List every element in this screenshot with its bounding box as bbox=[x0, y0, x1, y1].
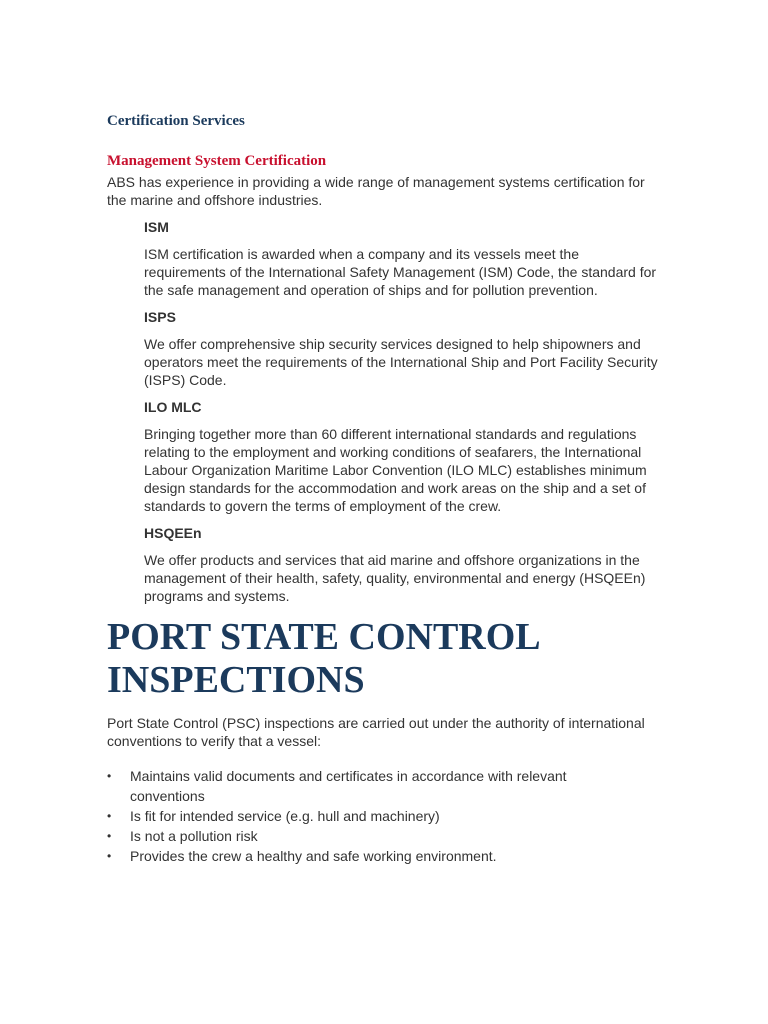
list-item bbox=[107, 826, 630, 846]
document-page bbox=[107, 112, 667, 866]
certification-list bbox=[144, 218, 664, 605]
list-item-text: Is not a pollution risk bbox=[130, 828, 258, 844]
list-item-text: Provides the crew a healthy and safe working environment. bbox=[130, 848, 497, 864]
list-item bbox=[107, 766, 630, 806]
bullet-icon: • bbox=[107, 809, 112, 823]
item-heading: ISM bbox=[144, 219, 169, 235]
item-text: ISM certification is awarded when a company and its vessels meet the requirements of the International Safety Management (ISM) Code, the standard for the safe management and operation of ships and for pollution prevention. bbox=[144, 246, 657, 298]
item-text: We offer comprehensive ship security services designed to help shipowners and operators meet the requirements of the International Ship and Port Facility Security (ISPS) Code. bbox=[144, 336, 658, 388]
bullet-icon: • bbox=[107, 849, 112, 863]
item-heading: ISPS bbox=[144, 309, 176, 325]
certification-item-ilo-mlc bbox=[144, 398, 664, 515]
certification-item-isps bbox=[144, 308, 664, 389]
bullet-icon: • bbox=[107, 769, 112, 783]
certification-item-ism bbox=[144, 218, 664, 299]
item-heading: HSQEEn bbox=[144, 525, 202, 541]
psc-intro-paragraph: Port State Control (PSC) inspections are carried out under the authority of international conventions to verify that a vessel: bbox=[107, 715, 645, 749]
section-title: Certification Services bbox=[107, 113, 245, 129]
certification-item-hsqeen bbox=[144, 524, 664, 605]
list-item bbox=[107, 846, 630, 866]
psc-heading: PORT STATE CONTROL INSPECTIONS bbox=[107, 616, 539, 701]
list-item-text: Is fit for intended service (e.g. hull and machinery) bbox=[130, 808, 440, 824]
item-text: We offer products and services that aid marine and offshore organizations in the management of their health, safety, quality, environmental and energy (HSQEEn) programs and systems. bbox=[144, 552, 646, 604]
list-item-text: Maintains valid documents and certificates in accordance with relevant conventions bbox=[130, 768, 567, 804]
list-item bbox=[107, 806, 630, 826]
bullet-icon: • bbox=[107, 829, 112, 843]
subsection-title: Management System Certification bbox=[107, 153, 327, 169]
intro-paragraph: ABS has experience in providing a wide range of management systems certification for the marine and offshore industries. bbox=[107, 174, 645, 208]
item-heading: ILO MLC bbox=[144, 399, 202, 415]
psc-bullet-list bbox=[107, 766, 647, 866]
item-text: Bringing together more than 60 different international standards and regulations relating to the employment and working conditions of seafarers, the International Labour Organization Maritime Labor Convention (ILO MLC) establishes minimum design standards for the accommodation and work areas on the ship and a set of standards to govern the terms of employment of the crew. bbox=[144, 426, 647, 514]
